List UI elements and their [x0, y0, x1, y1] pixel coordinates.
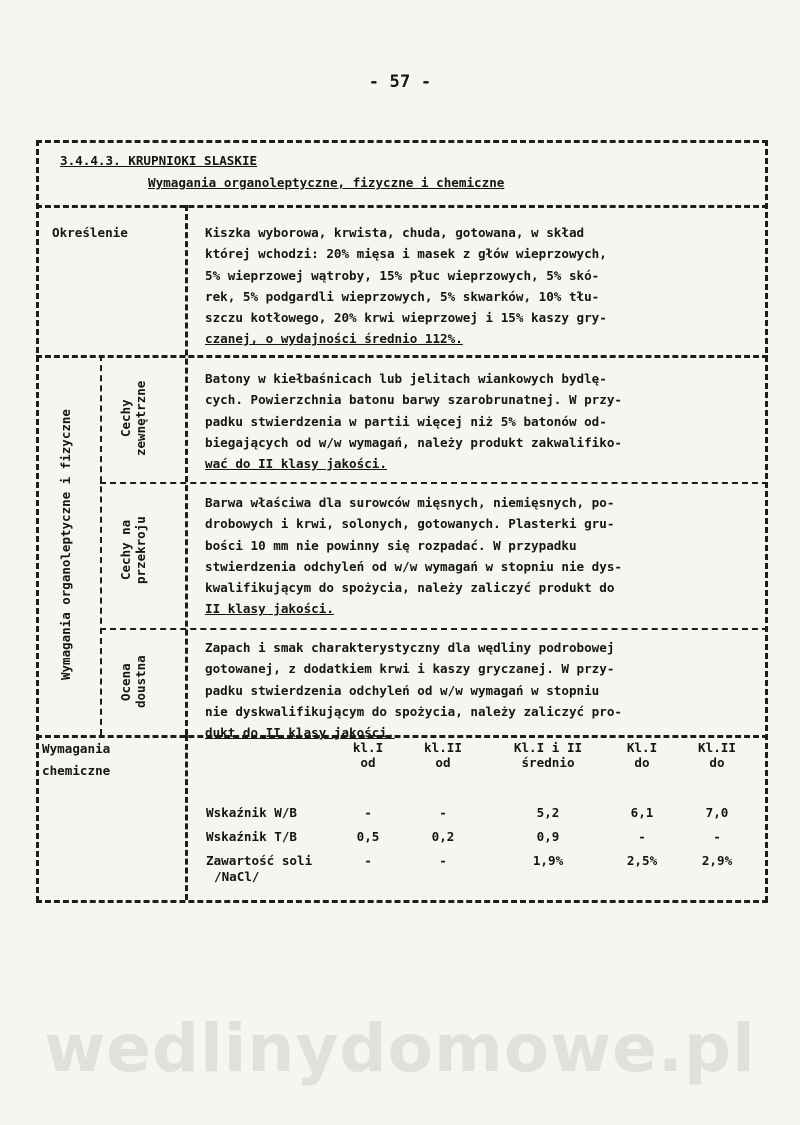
content-column-divider — [185, 205, 188, 735]
definition-separator — [36, 355, 768, 358]
text-line: padku stwierdzenia w partii więcej niż 5% batonów od- — [205, 413, 607, 429]
text-line: II klasy jakości. — [205, 601, 334, 617]
cross-section-label-line1: Cechy na — [118, 519, 133, 581]
chem-value: 2,9% — [701, 853, 733, 868]
watermark: wedlinydomowe.pl — [44, 1010, 756, 1087]
header-separator — [36, 205, 768, 208]
chem-row-name: Wskaźnik T/B — [206, 829, 297, 844]
text-line: Zapach i smak charakterystyczny dla wędliny podrobowej — [205, 640, 615, 655]
chem-value: 0,5 — [356, 829, 380, 844]
chem-value: 0,9 — [536, 829, 560, 844]
text-line: bości 10 mm nie powinny się rozpadać. W przypadku — [205, 537, 577, 553]
text-line: stwierdzenia odchyleń od w/w wymagań w stopniu nie dys- — [205, 558, 623, 574]
section-subtitle: Wymagania organoleptyczne, fizyczne i chemiczne — [148, 175, 505, 190]
chem-value: 2,5% — [626, 853, 658, 868]
text-line: biegających od w/w wymagań, należy produkt zakwalifiko- — [205, 434, 623, 450]
definition-line: szczu kotłowego, 20% krwi wieprzowej i 15% kaszy gry- — [205, 310, 607, 326]
organoleptic-group-label: Wymagania organoleptyczne i fizyczne — [58, 409, 73, 681]
definition-line: 5% wieprzowej wątroby, 15% płuc wieprzowych, 5% skó- — [205, 267, 600, 283]
group-label-divider — [100, 355, 102, 735]
definition-line: Kiszka wyborowa, krwista, chuda, gotowana, w skład — [205, 225, 585, 240]
cross-section-label — [118, 495, 154, 605]
top-border — [36, 140, 768, 143]
text-line: gotowanej, z dodatkiem krwi i kaszy gryczanej. W przy- — [205, 661, 615, 677]
external-features-label-line1: Cechy — [118, 399, 133, 437]
cross-section-separator — [100, 628, 768, 630]
definition-line: czanej, o wydajności średnio 112%. — [205, 331, 463, 347]
chem-row-name-unit: /NaCl/ — [214, 869, 260, 884]
chem-value: 1,9% — [532, 853, 564, 868]
chem-col-header-3: Kl.I i II średnio — [513, 740, 583, 770]
chem-value: 0,2 — [431, 829, 455, 844]
text-line: padku stwierdzenia odchyleń od w/w wymagań w stopniu — [205, 682, 600, 698]
text-line: cych. Powierzchnia batonu barwy szarobrunatnej. W przy- — [205, 392, 623, 408]
definition-text — [205, 222, 607, 350]
chem-col-header-5: Kl.II do — [698, 740, 736, 770]
chem-value: - — [439, 805, 447, 820]
oral-evaluation-label — [118, 642, 154, 722]
chemical-column-divider — [185, 735, 188, 900]
definition-line: rek, 5% podgardli wieprzowych, 5% skwarków, 10% tłu- — [205, 288, 600, 304]
chem-row-name: Wskaźnik W/B — [206, 805, 297, 820]
chem-row-name: Zawartość soli — [206, 853, 313, 868]
page-number: - 57 - — [368, 72, 432, 92]
external-features-separator — [100, 482, 768, 484]
definition-line: której wchodzi: 20% mięsa i masek z głów wieprzowych, — [205, 246, 607, 262]
text-line: dukt do II klasy jakości. — [205, 725, 395, 741]
external-features-text — [205, 368, 622, 474]
chem-value: 6,1 — [630, 805, 654, 820]
cross-section-text — [205, 492, 622, 620]
chemical-label-line2: chemiczne — [42, 763, 111, 778]
cross-section-label-line2: przekroju — [133, 516, 148, 584]
chem-value: - — [439, 853, 447, 868]
chem-value: - — [364, 853, 372, 868]
text-line: kwalifikującym do spożycia, należy zaliczyć produkt do — [205, 580, 615, 596]
left-border — [36, 140, 39, 902]
organoleptic-separator — [36, 735, 768, 738]
oral-evaluation-label-line2: doustna — [133, 655, 148, 709]
text-line: nie dyskwalifikującym do spożycia, należy zaliczyć pro- — [205, 703, 623, 719]
chem-value: 7,0 — [705, 805, 729, 820]
text-line: wać do II klasy jakości. — [205, 456, 387, 472]
chem-col-header-1: kl.I od — [352, 740, 384, 770]
oral-evaluation-label-line1: Ocena — [118, 663, 133, 701]
bottom-border — [36, 900, 768, 903]
chem-value: - — [364, 805, 372, 820]
oral-evaluation-text — [205, 637, 622, 743]
section-title: 3.4.4.3. KRUPNIOKI SLASKIE — [60, 153, 258, 168]
chem-col-header-2: kl.II od — [424, 740, 462, 770]
right-border — [765, 140, 768, 902]
text-line: Barwa właściwa dla surowców mięsnych, niemięsnych, po- — [205, 495, 615, 510]
external-features-label — [118, 368, 154, 468]
chem-value: 5,2 — [536, 805, 560, 820]
chemical-label-line1: Wymagania — [42, 741, 111, 756]
definition-label: Określenie — [52, 225, 128, 240]
chem-value: - — [713, 829, 721, 844]
text-line: drobowych i krwi, solonych, gotowanych. Plasterki gru- — [205, 516, 615, 532]
text-line: Batony w kiełbaśnicach lub jelitach wiankowych bydlę- — [205, 371, 607, 386]
external-features-label-line2: zewnętrzne — [133, 380, 148, 456]
chem-col-header-4: Kl.I do — [626, 740, 658, 770]
chem-value: - — [638, 829, 646, 844]
